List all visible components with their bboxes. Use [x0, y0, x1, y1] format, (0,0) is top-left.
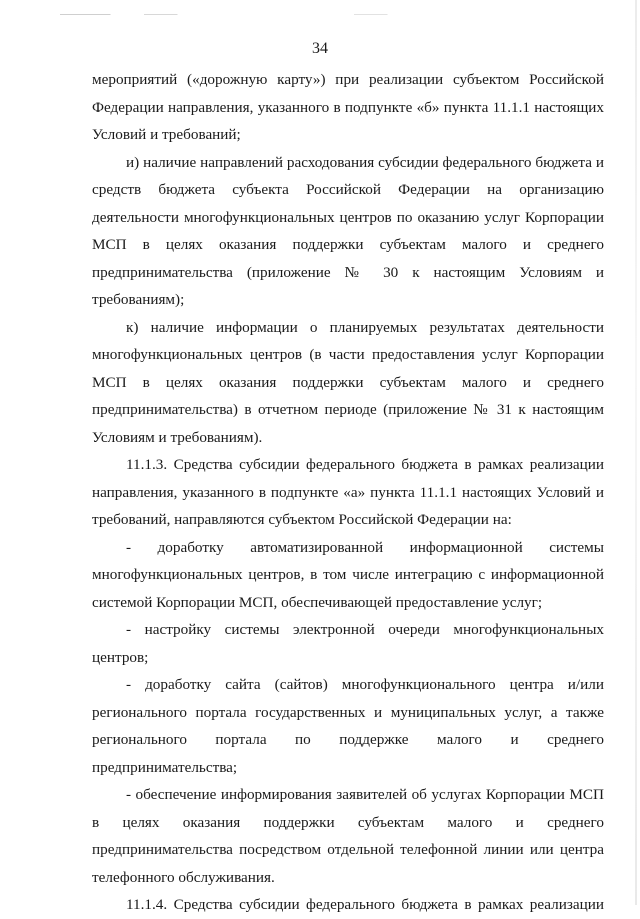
list-item-queue-system: - настройку системы электронной очереди многофункциональных центров; — [92, 621, 604, 666]
paragraph-11-1-4: 11.1.4. Средства субсидии федерального бюджета в рамках реализации — [126, 896, 604, 913]
list-item-website-portal: - доработку сайта (сайтов) многофункционального центра и/или регионального портала государственных и муниципальных услуг, а также регионального портала по поддержке малого и среднего предпринимательства; — [92, 676, 604, 776]
page-number: 34 — [312, 40, 328, 57]
document-body — [92, 66, 604, 919]
paragraph-item-i: и) наличие направлений расходования субсидии федерального бюджета и средств бюджета субъекта Российской Федерации на организацию деятельности многофункциональных центров по оказанию услуг Корпорации МСП в целях оказания поддержки субъектам малого и среднего предпринимательства (приложение № 30 к настоящим Условиям и требованиям); — [92, 153, 604, 308]
scan-artifact-top — [60, 14, 480, 15]
paragraph-11-1-3: 11.1.3. Средства субсидии федерального бюджета в рамках реализации направления, указанного в подпункте «а» пункта 11.1.1 настоящих Условий и требований, направляются субъектом Российской Федерации на: — [92, 456, 604, 528]
paragraph-item-k: к) наличие информации о планируемых результатах деятельности многофункциональных центров (в части предоставления услуг Корпорации МСП в целях оказания поддержки субъектам малого и среднего предпринимательства) в отчетном периоде (приложение № 31 к настоящим Условиям и требованиям). — [92, 318, 604, 446]
paragraph-continuation: мероприятий («дорожную карту») при реализации субъектом Российской Федерации направления, указанного в подпункте «б» пункта 11.1.1 настоящих Условий и требований; — [92, 71, 604, 143]
list-item-automation-system: - доработку автоматизированной информационной системы многофункциональных центров, в том числе интеграцию с информационной системой Корпорации МСП, обеспечивающей предоставление услуг; — [92, 538, 604, 611]
scan-artifact-right-edge — [635, 0, 637, 905]
list-item-phone-informing: - обеспечение информирования заявителей об услугах Корпорации МСП в целях оказания поддержки субъектам малого и среднего предпринимательства посредством отдельной телефонной линии или центра телефонного обслуживания. — [92, 786, 604, 886]
